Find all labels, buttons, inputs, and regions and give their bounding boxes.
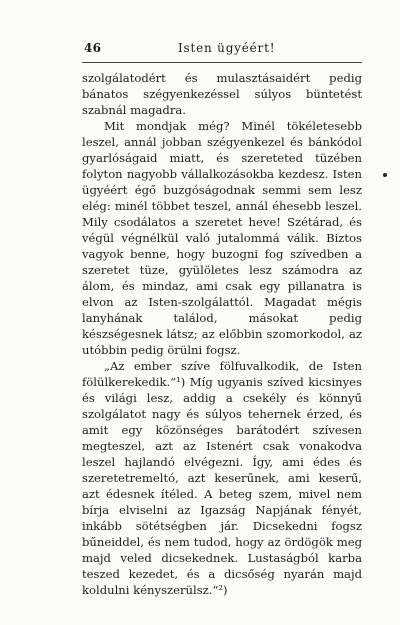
paragraph-2: Mit mondjak még? Minél tökéletesebb leszel, annál jobban szégyenkezel és bánkódol gyarlóságaid miatt, és szereteted tüzében folyton nagyobb vállalkozásokba kezdesz. Isten ügyéért égő buzgóságodnak semmi sem lesz elég: minél többet teszel, annál éhesebb leszel. Mily csodálatos a szeretet heve! Szétárad, és végül végnélkül való jutalommá válik. Biztos vagyok benne, hogy buzogni fog szívedben a szeretet tüze, gyülöletes lesz számodra az álom, és mindaz, ami csak egy pillanatra is elvon az Isten-szolgálattól. Magadat mégis lanyhának találod, másokat pedig készségesnek látsz; az előbbin szomorkodol, az utóbbin pedig örülni fogsz. — [82, 119, 362, 357]
paragraph-1: szolgálatodért és mulasztásaidért pedig bánatos szégyenkezéssel súlyos büntetést szabnál magadra. — [82, 71, 362, 117]
header-rule — [82, 62, 362, 63]
margin-mark — [383, 173, 387, 177]
paragraph-3: „Az ember szíve fölfuvalkodik, de Isten fölülkerekedik.“¹) Míg ugyanis szíved kicsinyes és világi lesz, addig a csekély és könnyű szolgálatot nagy és súlyos tehernek érzed, és amit egy közönséges barátodért szívesen megteszel, azt az Istenért csak vonakodva leszel hajlandó elvégezni. Így, ami édes és szeretetremeltó, azt keserűnek, ami keserű, azt édesnek ítéled. A beteg szem, mivel nem bírja elviselni az Igazság Napjának fényét, inkább sötétségben jár. Dicsekedni fogsz bűneiddel, és nem tudod, hogy az ördögök meg majd veled dicsekednek. Lustaságból karba teszed kezedet, és a dicsőség nyarán majd koldulni kényszerülsz.“²) — [82, 359, 362, 597]
page-number: 46 — [84, 41, 102, 55]
running-head: Isten ügyéért! — [178, 41, 276, 55]
body-text — [82, 70, 362, 598]
